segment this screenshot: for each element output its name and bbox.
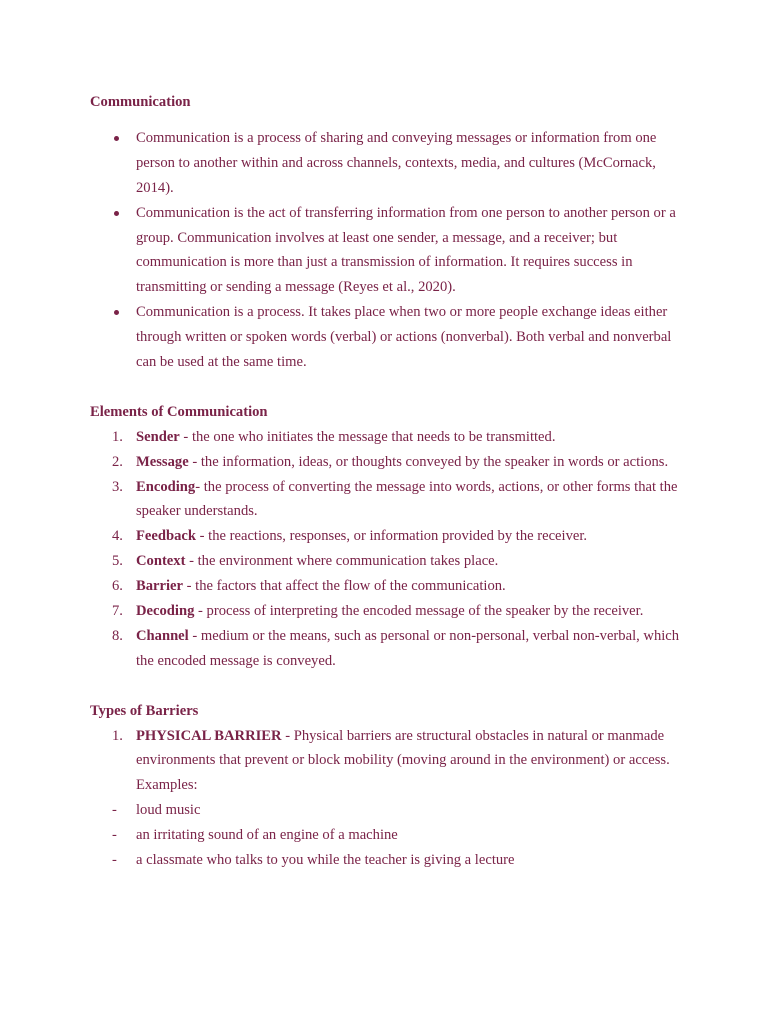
list-number: 3. [112,478,123,495]
barriers-numbered-list [90,724,690,774]
section-heading-elements: Elements of Communication [90,403,268,420]
bullet-dot-icon [114,310,119,315]
communication-bullet-list [90,126,690,375]
barrier-definition: - Physical barriers are structural obstacles in natural or manmade environments that prevent or block mobility (moving around in the environment) or access. [136,727,670,769]
barrier-term: PHYSICAL BARRIER [136,727,282,744]
bullet-item [90,201,690,301]
element-term: Decoding [136,603,195,620]
bullet-item [90,300,690,375]
examples-label: Examples: [136,777,198,794]
list-number: 7. [112,603,123,620]
list-number: 1. [112,428,123,445]
section-heading-communication: Communication [90,94,191,110]
bullet-text: Communication is a process of sharing and conveying messages or information from one person to another within and across channels, contexts, media, and cultures (McCornack, 2014). [136,129,657,196]
element-definition: - the factors that affect the flow of the communication. [183,578,506,595]
element-term: Barrier [136,578,183,595]
spacer [90,375,690,400]
example-text: a classmate who talks to you while the teacher is giving a lecture [136,852,515,869]
bullet-item [90,126,690,201]
example-item [90,823,690,848]
list-number: 8. [112,627,123,644]
list-number: 1. [112,727,123,744]
element-term: Sender [136,428,180,445]
element-term: Message [136,453,189,470]
document-page [90,90,690,873]
list-item [90,475,690,525]
element-definition: - the reactions, responses, or information provided by the receiver. [196,528,588,545]
bullet-dot-icon [114,136,119,141]
dash-marker: - [112,852,117,869]
dash-marker: - [112,802,117,819]
list-number: 6. [112,578,123,595]
list-number: 5. [112,553,123,570]
list-item [90,574,690,599]
element-definition: - the environment where communication takes place. [185,553,499,570]
bullet-text: Communication is the act of transferring information from one person to another person or a group. Communication involves at least one sender, a message, and a receiver; but communication is more than just a transmission of information. It requires success in transmitting or sending a message (Reyes et al., 2020). [136,204,676,296]
list-item [90,549,690,574]
element-definition: - process of interpreting the encoded message of the speaker by the receiver. [194,603,644,620]
list-number: 4. [112,528,123,545]
list-item [90,425,690,450]
list-item [90,599,690,624]
elements-numbered-list [90,425,690,674]
element-definition: - the one who initiates the message that needs to be transmitted. [179,428,556,445]
list-item [90,450,690,475]
dash-marker: - [112,827,117,844]
bullet-dot-icon [114,211,119,216]
element-definition: - the information, ideas, or thoughts conveyed by the speaker in words or actions. [188,453,669,470]
spacer [90,115,690,126]
example-item [90,798,690,823]
spacer [90,674,690,699]
element-term: Channel [136,627,189,644]
list-number: 2. [112,453,123,470]
element-term: Context [136,553,186,570]
element-definition: - the process of converting the message into words, actions, or other forms that the speaker understands. [136,478,678,520]
examples-list [90,798,690,873]
example-text: an irritating sound of an engine of a machine [136,827,398,844]
element-term: Encoding [136,478,196,495]
list-item [90,624,690,674]
element-definition: - medium or the means, such as personal or non-personal, verbal non-verbal, which the encoded message is conveyed. [136,627,680,669]
section-heading-barriers: Types of Barriers [90,702,199,719]
element-term: Feedback [136,528,196,545]
list-item [90,724,690,774]
example-item [90,848,690,873]
bullet-text: Communication is a process. It takes place when two or more people exchange ideas either through written or spoken words (verbal) or actions (nonverbal). Both verbal and nonverbal can be used at the same time. [136,304,672,371]
example-text: loud music [136,802,201,819]
list-item [90,524,690,549]
